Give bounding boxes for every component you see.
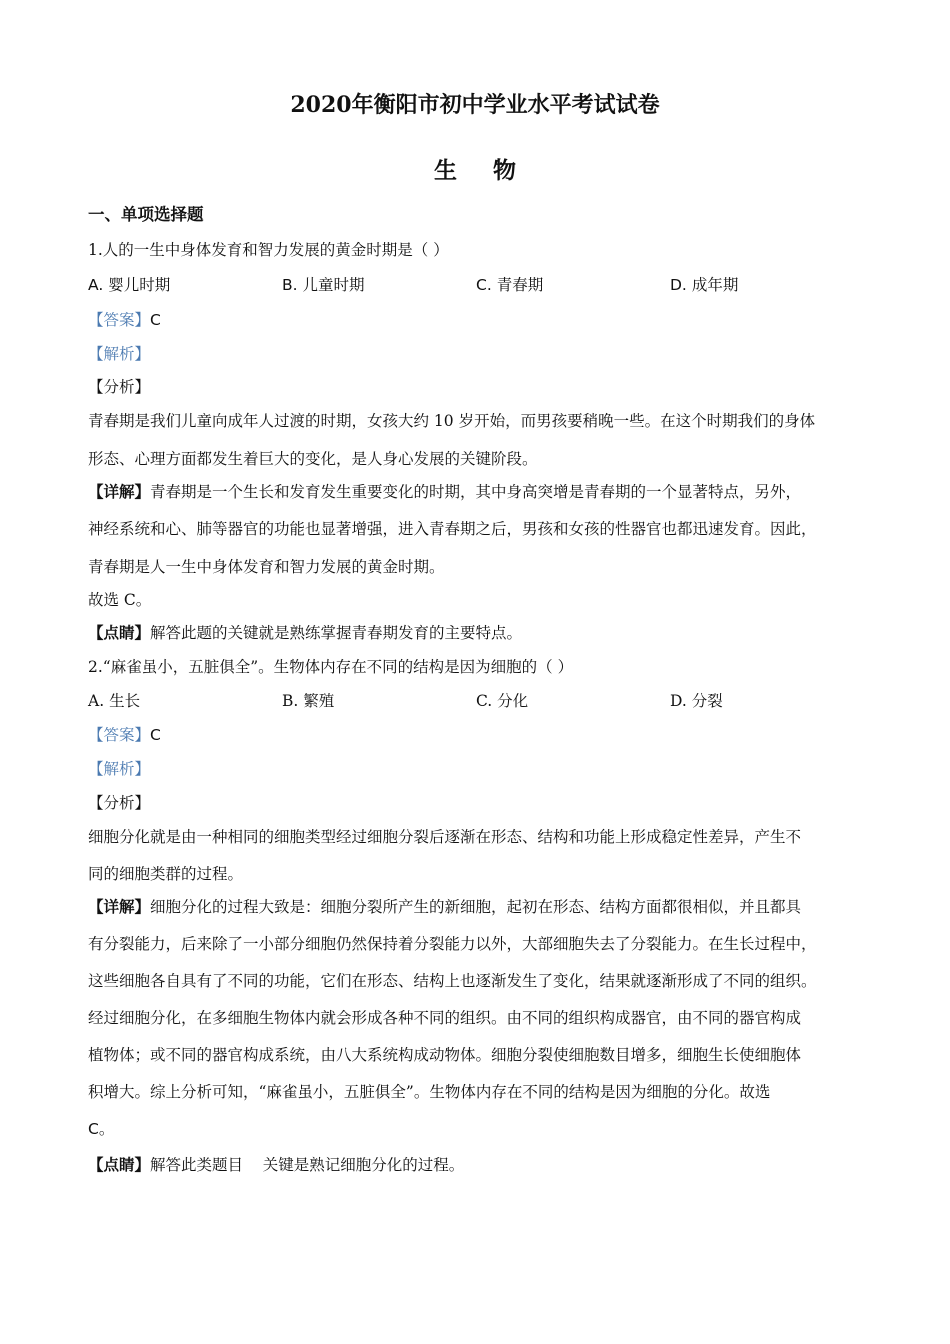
q2-option-c — [476, 691, 528, 711]
q2-fenxi-line: 同的细胞类群的过程。 — [88, 865, 244, 883]
q1-choice: 故选 C。 — [88, 591, 152, 609]
q2-xiangjie-line: 积增大。综上分析可知，“麻雀虽小，五脏俱全”。生物体内存在不同的结构是因为细胞的分化。故选 — [88, 1083, 771, 1101]
q1-dianjing-text: 解答此题的关键就是熟练掌握青春期发育的主要特点。 — [150, 624, 523, 642]
q1-option-a — [88, 275, 170, 295]
q1-stem: 1.人的一生中身体发育和智力发展的黄金时期是（ ） — [88, 241, 449, 259]
q2-fenxi-tag: 【分析】 — [88, 794, 151, 812]
q2-xiangjie-body — [88, 897, 878, 1139]
q2-xiangjie-line: 经过细胞分化，在多细胞生物体内就会形成各种不同的组织。由不同的组织构成器官，由不同的器官构成 — [88, 1009, 802, 1027]
q2-xiangjie-line: 有分裂能力，后来除了一小部分细胞仍然保持着分裂能力以外，大部细胞失去了分裂能力。在生长过程中， — [88, 935, 817, 953]
q1-option-d-letter: D. — [670, 276, 687, 294]
q1-xiangjie-line: 青春期是人一生中身体发育和智力发展的黄金时期。 — [88, 558, 445, 576]
q1-analysis-tag: 【解析】 — [88, 345, 151, 363]
q1-option-c-text: 青春期 — [496, 276, 544, 294]
q2-xiangjie-line: C。 — [88, 1120, 115, 1138]
q2-option-c-letter: C. — [476, 692, 493, 710]
q1-fenxi-tag: 【分析】 — [88, 378, 151, 396]
q2-xiangjie-line — [88, 897, 878, 934]
q2-option-b-text: 繁殖 — [303, 692, 335, 710]
q2-option-b-letter: B. — [282, 692, 299, 710]
q2-stem: 2.“麻雀虽小，五脏俱全”。生物体内存在不同的结构是因为细胞的（ ） — [88, 658, 574, 676]
q1-option-b — [282, 275, 365, 295]
q1-option-c-letter: C. — [476, 276, 492, 294]
q2-option-a — [88, 691, 140, 711]
q1-xiangjie-line — [88, 482, 878, 519]
q2-dianjing — [88, 1155, 878, 1175]
section-heading: 一、单项选择题 — [88, 205, 204, 224]
q1-option-a-letter: A. — [88, 276, 104, 294]
subject-char-2: 物 — [493, 157, 516, 184]
q1-xiangjie-body — [88, 482, 878, 577]
q1-fenxi-line: 形态、心理方面都发生着巨大的变化，是人身心发展的关键阶段。 — [88, 450, 538, 468]
q1-answer — [88, 310, 878, 330]
q1-fenxi-body — [88, 411, 878, 469]
q2-option-a-letter: A. — [88, 692, 105, 710]
q2-xiangjie-line: 这些细胞各自具有了不同的功能，它们在形态、结构上也逐渐发生了变化，结果就逐渐形成了不同的组织。 — [88, 972, 817, 990]
q2-xiangjie-line: 植物体；或不同的器官构成系统，由八大系统构成动物体。细胞分裂使细胞数目增多，细胞生长使细胞体 — [88, 1046, 802, 1064]
q1-xiangjie-text: 青春期是一个生长和发育发生重要变化的时期，其中身高突增是青春期的一个显著特点，另外， — [150, 483, 802, 501]
q2-fenxi-line: 细胞分化就是由一种相同的细胞类型经过细胞分裂后逐渐在形态、结构和功能上形成稳定性差异，产生不 — [88, 828, 802, 846]
q1-option-d-text: 成年期 — [691, 276, 739, 294]
q1-dianjing-tag: 【点睛】 — [88, 623, 151, 642]
subject-title — [0, 152, 950, 185]
q2-option-a-text: 生长 — [109, 692, 141, 710]
q1-option-a-text: 婴儿时期 — [108, 276, 171, 294]
q1-answer-value: C — [150, 311, 161, 329]
q1-fenxi-line: 青春期是我们儿童向成年人过渡的时期，女孩大约 10 岁开始，而男孩要稍晚一些。在这个时期我们的身体 — [88, 412, 816, 430]
q1-option-b-text: 儿童时期 — [302, 276, 365, 294]
q1-option-b-letter: B. — [282, 276, 298, 294]
q1-answer-tag: 【答案】 — [88, 311, 151, 329]
exam-title: 2020年衡阳市初中学业水平考试试卷 — [290, 92, 660, 118]
q2-analysis-tag: 【解析】 — [88, 760, 151, 778]
q2-dianjing-text: 解答此类题目 关键是熟记细胞分化的过程。 — [150, 1156, 465, 1174]
q1-option-c — [476, 275, 543, 295]
q1-option-d — [670, 275, 738, 295]
q2-xiangjie-tag: 【详解】 — [88, 897, 151, 916]
q2-option-d — [670, 691, 723, 711]
subject-char-1: 生 — [434, 157, 457, 184]
q2-option-d-letter: D. — [670, 692, 687, 710]
q2-option-b — [282, 691, 334, 711]
q2-answer — [88, 725, 878, 745]
q2-dianjing-tag: 【点睛】 — [88, 1155, 151, 1174]
q2-option-d-text: 分裂 — [691, 692, 723, 710]
q2-xiangjie-text: 细胞分化的过程大致是：细胞分裂所产生的新细胞，起初在形态、结构方面都很相似，并且都具 — [150, 898, 802, 916]
q2-answer-tag: 【答案】 — [88, 726, 151, 744]
q2-answer-value: C — [150, 726, 161, 744]
q1-xiangjie-line: 神经系统和心、肺等器官的功能也显著增强，进入青春期之后，男孩和女孩的性器官也都迅速发育。因此， — [88, 520, 817, 538]
q2-option-c-text: 分化 — [497, 692, 529, 710]
q1-xiangjie-tag: 【详解】 — [88, 482, 151, 501]
q1-dianjing — [88, 623, 878, 643]
q2-fenxi-body — [88, 827, 878, 884]
